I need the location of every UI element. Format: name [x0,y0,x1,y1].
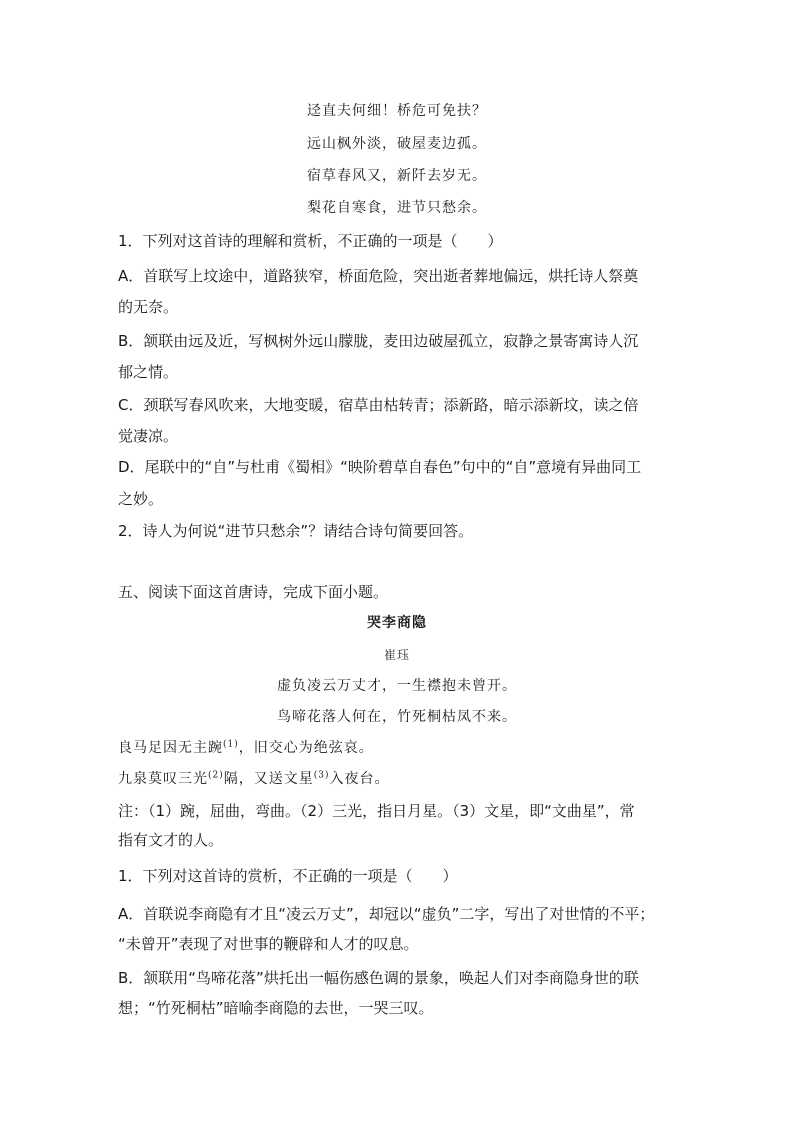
note-line-2: 指有文才的人。 [118,831,224,849]
poem1-line-4: 梨花自寒食，进节只愁余。 [307,200,487,216]
question-5-1-stem: 1．下列对这首诗的赏析，不正确的一项是（ ） [118,867,458,885]
option-b-line-1: B．颔联由远及近，写枫树外远山朦胧，麦田边破屋孤立，寂静之景寄寓诗人沉 [118,332,639,350]
q5-option-a-line-1: A．首联说李商隐有才且“凌云万丈”，却冠以“虚负”二字，写出了对世情的不平； [118,905,655,923]
footnote-marker-2: (2) [208,770,224,781]
note-line-1: 注：（1）踠，屈曲，弯曲。（2）三光，指日月星。（3）文星，即“文曲星”，常 [118,802,635,820]
option-d-line-2: 之妙。 [118,490,164,508]
option-c-line-2: 觉凄凉。 [118,427,179,445]
q5-option-b-line-1: B．颔联用“鸟啼花落”烘托出一幅伤感色调的景象，唤起人们对李商隐身世的联 [118,969,639,987]
option-d-line-1: D．尾联中的“自”与杜甫《蜀相》“映阶碧草自春色”句中的“自”意境有异曲同工 [118,458,642,476]
poem2-line-4 [118,769,390,789]
poem1-line-1: 迳直夫何细！桥危可免扶？ [307,103,487,119]
poem2-line-4-part-c: 入夜台。 [329,771,390,787]
poem2-line-4-part-a: 九泉莫叹三光 [118,771,208,787]
footnote-marker-3: (3) [313,770,330,781]
poem2-title: 哭李商隐 [367,615,427,631]
footnote-marker-1: (1) [223,739,239,750]
section-5-heading: 五、阅读下面这首唐诗，完成下面小题。 [118,583,389,601]
poem2-line-3-part-b: ，旧交心为绝弦哀。 [238,740,374,756]
option-c-line-1: C．颈联写春风吹来，大地变暖，宿草由枯转青；添新路，暗示添新坟，读之倍 [118,396,639,414]
q5-option-a-line-2: “未曾开”表现了对世事的鞭辟和人才的叹息。 [118,935,419,953]
poem1-line-3: 宿草春风又，新阡去岁无。 [307,168,487,184]
poem2-line-3 [118,738,374,758]
poem1-line-2: 远山枫外淡，破屋麦边孤。 [307,136,487,152]
option-b-line-2: 郁之情。 [118,363,179,381]
option-a-line-2: 的无奈。 [118,298,179,316]
q5-option-b-line-2: 想；“竹死桐枯”暗喻李商隐的去世，一哭三叹。 [118,999,434,1017]
poem2-line-3-part-a: 良马足因无主踠 [118,740,223,756]
poem2-line-2: 鸟啼花落人何在，竹死桐枯凤不来。 [277,709,517,725]
poem2-line-4-part-b: 隔，又送文星 [223,771,314,787]
poem2-line-1: 虚负凌云万丈才，一生襟抱未曾开。 [277,678,517,694]
question-1-stem: 1．下列对这首诗的理解和赏析，不正确的一项是（ ） [118,232,503,250]
question-2-stem: 2．诗人为何说“进节只愁余”？请结合诗句简要回答。 [118,522,474,540]
poem2-author: 崔珏 [383,648,410,662]
option-a-line-1: A．首联写上坟途中，道路狭窄，桥面危险，突出逝者葬地偏远，烘托诗人祭奠 [118,267,639,285]
